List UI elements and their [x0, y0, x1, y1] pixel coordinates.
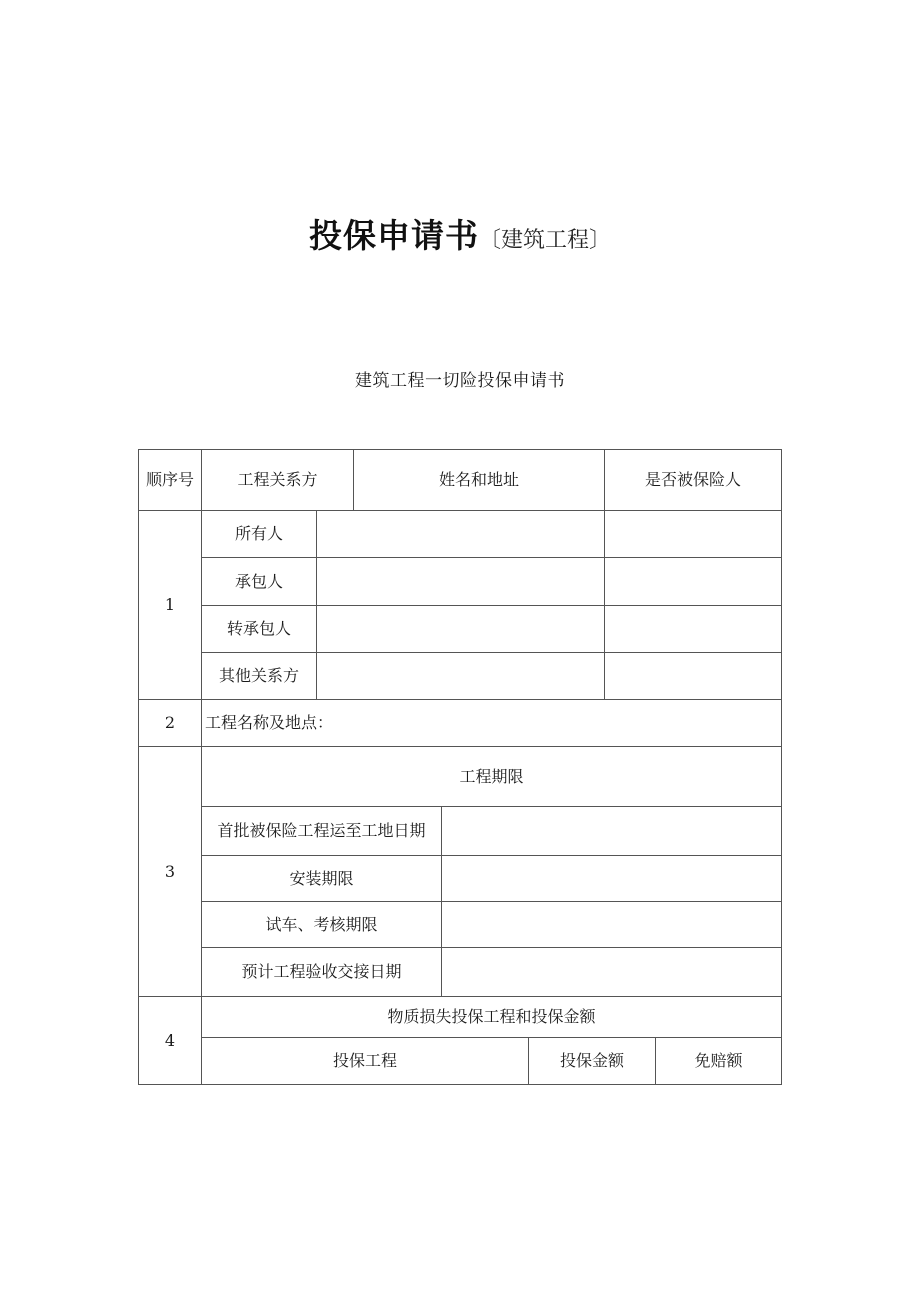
party-subcontractor-label: 转承包人: [201, 605, 317, 653]
title-sub: 〔建筑工程〕: [478, 228, 611, 253]
material-damage-title: 物质损失投保工程和投保金额: [201, 996, 782, 1038]
sum-insured-header: 投保金额: [528, 1037, 656, 1085]
title-main: 投保申请书: [308, 216, 479, 255]
section1-seq: 1: [138, 510, 202, 700]
document-title: [0, 210, 920, 257]
party-owner-label: 所有人: [201, 510, 317, 558]
insured-items-header: 投保工程: [201, 1037, 529, 1085]
other-name-address-field[interactable]: [316, 652, 605, 700]
header-name-address: 姓名和地址: [353, 449, 605, 511]
header-party: 工程关系方: [201, 449, 354, 511]
section3-seq: 3: [138, 746, 202, 997]
handover-date-label: 预计工程验收交接日期: [201, 947, 442, 997]
owner-name-address-field[interactable]: [316, 510, 605, 558]
project-name-location-field[interactable]: 工程名称及地点：: [201, 699, 782, 747]
test-run-period-field[interactable]: [441, 901, 782, 948]
contractor-insured-field[interactable]: [604, 557, 782, 606]
subcontractor-name-address-field[interactable]: [316, 605, 605, 653]
other-insured-field[interactable]: [604, 652, 782, 700]
party-other-label: 其他关系方: [201, 652, 317, 700]
header-seq: 顺序号: [138, 449, 202, 511]
section2-seq: 2: [138, 699, 202, 747]
first-delivery-date-field[interactable]: [441, 806, 782, 856]
header-insured: 是否被保险人: [604, 449, 782, 511]
subcontractor-insured-field[interactable]: [604, 605, 782, 653]
contractor-name-address-field[interactable]: [316, 557, 605, 606]
installation-period-label: 安装期限: [201, 855, 442, 902]
handover-date-field[interactable]: [441, 947, 782, 997]
form-subtitle: 建筑工程一切险投保申请书: [355, 371, 565, 391]
installation-period-field[interactable]: [441, 855, 782, 902]
project-period-title: 工程期限: [201, 746, 782, 807]
test-run-period-label: 试车、考核期限: [201, 901, 442, 948]
first-delivery-date-label: 首批被保险工程运至工地日期: [201, 806, 442, 856]
section4-seq: 4: [138, 996, 202, 1085]
party-contractor-label: 承包人: [201, 557, 317, 606]
deductible-header: 免赔额: [655, 1037, 782, 1085]
owner-insured-field[interactable]: [604, 510, 782, 558]
